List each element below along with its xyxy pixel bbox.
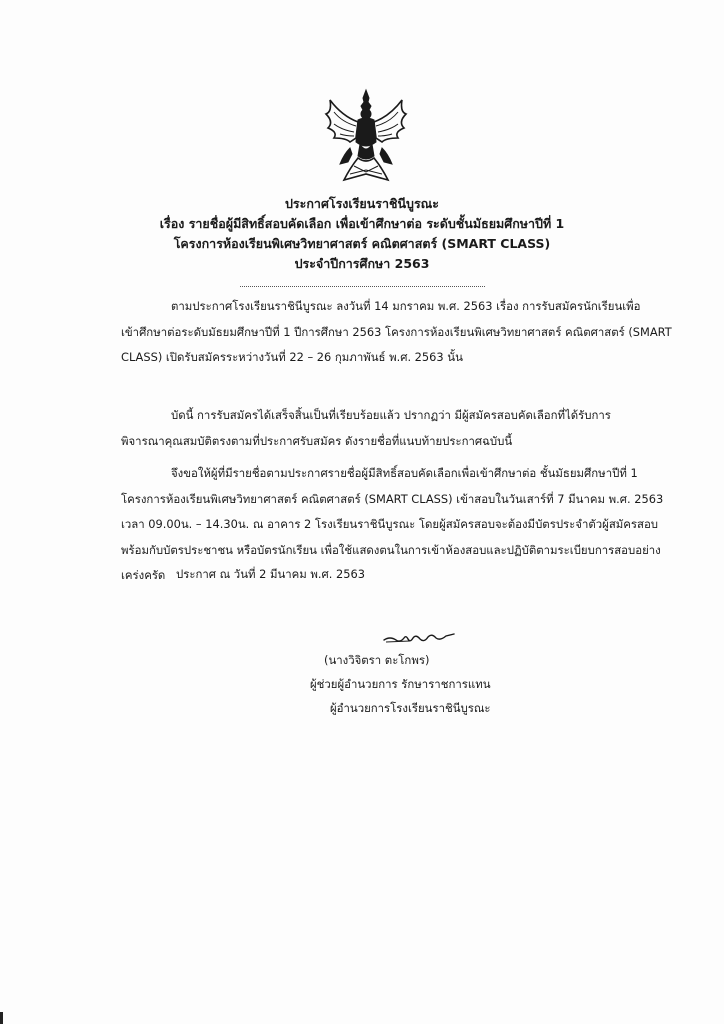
document-header <box>0 194 724 274</box>
garuda-emblem-icon <box>320 88 412 184</box>
header-school-title: ประกาศโรงเรียนราชินีบูรณะ <box>285 196 439 211</box>
signer-position-title: ผู้อำนวยการโรงเรียนราชินีบูรณะ <box>330 701 491 715</box>
handwritten-signature <box>380 628 460 648</box>
paragraph-line: พิจารณาคุณสมบัติตรงตามที่ประกาศรับสมัคร ดังรายชื่อที่แนบท้ายประกาศฉบับนี้ <box>121 433 513 448</box>
announcement-date: ประกาศ ณ วันที่ 2 มีนาคม พ.ศ. 2563 <box>176 567 366 581</box>
signer-block <box>310 648 550 720</box>
header-subject: เรื่อง รายชื่อผู้มีสิทธิ์สอบคัดเลือก เพื่อเข้าศึกษาต่อ ระดับชั้นมัธยมศึกษาปีที่ 1 <box>159 216 565 231</box>
paragraph-line: พร้อมกับบัตรประชาชน หรือบัตรนักเรียน เพื่อใช้แสดงตนในการเข้าห้องสอบและปฏิบัติตามระเบียบการสอบอย่าง <box>121 542 661 557</box>
paragraph-line: เข้าศึกษาต่อระดับมัธยมศึกษาปีที่ 1 ปีการศึกษา 2563 โครงการห้องเรียนพิเศษวิทยาศาสตร์ คณิตศาสตร์ (SMART <box>121 324 672 339</box>
header-academic-year: ประจำปีการศึกษา 2563 <box>294 256 430 271</box>
paragraph-line: เวลา 09.00น. – 14.30น. ณ อาคาร 2 โรงเรียนราชินีบูรณะ โดยผู้สมัครสอบจะต้องมีบัตรประจำตัวผู้สมัครสอบ <box>121 517 659 531</box>
paragraph-application-reference <box>121 294 681 371</box>
paragraph-line: ตามประกาศโรงเรียนราชินีบูรณะ ลงวันที่ 14 มกราคม พ.ศ. 2563 เรื่อง การรับสมัครนักเรียนเพื่อ <box>171 299 641 313</box>
paragraph-line: เคร่งครัด <box>121 568 166 582</box>
signer-position: ผู้ช่วยผู้อำนวยการ รักษาราชการแทน <box>310 677 491 691</box>
scan-edge-mark <box>0 1012 3 1024</box>
signer-name: (นางวิจิตรา ตะโกพร) <box>324 653 430 667</box>
paragraph-line: CLASS) เปิดรับสมัครระหว่างวันที่ 22 – 26 กุมภาพันธ์ พ.ศ. 2563 นั้น <box>121 350 463 364</box>
header-program: โครงการห้องเรียนพิเศษวิทยาศาสตร์ คณิตศาสตร์ (SMART CLASS) <box>173 236 551 251</box>
paragraph-line: จึงขอให้ผู้ที่มีรายชื่อตามประกาศรายชื่อผู้มีสิทธิ์สอบคัดเลือกเพื่อเข้าศึกษาต่อ ชั้นมัธยมศึกษาปีที่ 1 <box>171 466 638 480</box>
paragraph-line: บัดนี้ การรับสมัครได้เสร็จสิ้นเป็นที่เรียบร้อยแล้ว ปรากฏว่า มีผู้สมัครสอบคัดเลือกที่ได้รับการ <box>171 408 611 422</box>
header-divider <box>240 286 485 287</box>
paragraph-line: โครงการห้องเรียนพิเศษวิทยาศาสตร์ คณิตศาสตร์ (SMART CLASS) เข้าสอบในวันเสาร์ที่ 7 มีนาคม พ.ศ. 2563 <box>121 491 664 506</box>
paragraph-application-closed <box>121 403 681 454</box>
